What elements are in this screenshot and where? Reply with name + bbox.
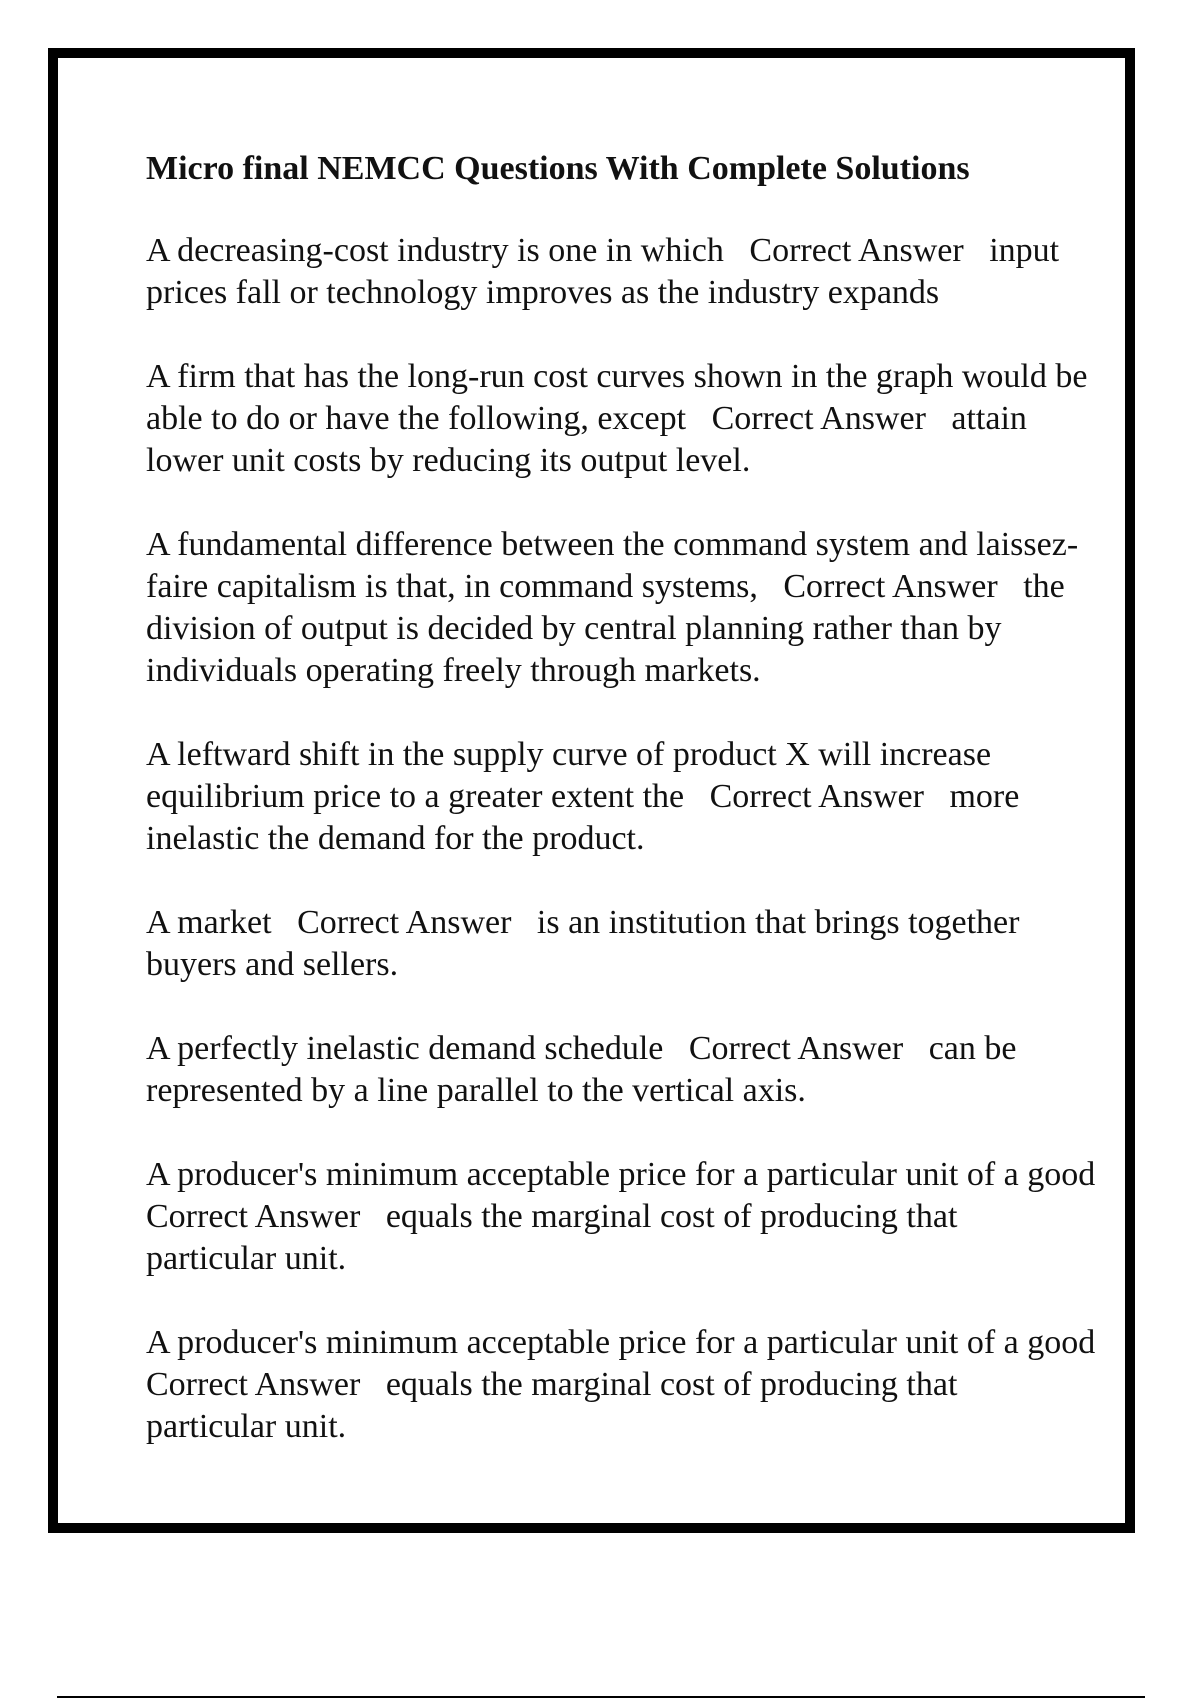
- question-text: A market: [146, 904, 272, 941]
- question-text: A perfectly inelastic demand schedule: [146, 1030, 664, 1067]
- answer-label: Correct Answer: [297, 904, 512, 941]
- answer-text: can be represented by a line parallel to the vertical axis.: [146, 1030, 1025, 1109]
- answer-label: Correct Answer: [711, 400, 926, 437]
- question-text: A decreasing-cost industry is one in which: [146, 232, 724, 269]
- document-content: [146, 148, 1096, 1490]
- qa-item: [146, 902, 1096, 986]
- answer-label: Correct Answer: [146, 1198, 361, 1235]
- page-frame: [48, 48, 1135, 1533]
- qa-item: [146, 734, 1096, 860]
- footer-divider: [57, 1696, 1145, 1698]
- answer-text: equals the marginal cost of producing that particular unit.: [146, 1198, 966, 1277]
- qa-item: [146, 230, 1096, 314]
- answer-text: attain lower unit costs by reducing its output level.: [146, 400, 1036, 479]
- answer-label: Correct Answer: [709, 778, 924, 815]
- question-text: A fundamental difference between the command system and laissez-faire capitalism is that, in command systems,: [146, 526, 1079, 605]
- answer-text: is an institution that brings together buyers and sellers.: [146, 904, 1028, 983]
- question-text: A producer's minimum acceptable price for a particular unit of a good: [146, 1156, 1096, 1193]
- answer-text: equals the marginal cost of producing that particular unit.: [146, 1366, 966, 1445]
- answer-label: Correct Answer: [783, 568, 998, 605]
- answer-text: input prices fall or technology improves as the industry expands: [146, 232, 1068, 311]
- question-text: A firm that has the long-run cost curves shown in the graph would be able to do or have the following, except: [146, 358, 1096, 437]
- qa-item: [146, 1322, 1096, 1448]
- qa-item: [146, 1028, 1096, 1112]
- answer-text: more inelastic the demand for the product.: [146, 778, 1028, 857]
- answer-label: Correct Answer: [146, 1366, 361, 1403]
- qa-item: [146, 1154, 1096, 1280]
- answer-text: the division of output is decided by central planning rather than by individuals operating freely through markets.: [146, 568, 1074, 689]
- qa-item: [146, 356, 1096, 482]
- qa-item: [146, 524, 1096, 692]
- question-text: A producer's minimum acceptable price for a particular unit of a good: [146, 1324, 1096, 1361]
- answer-label: Correct Answer: [688, 1030, 904, 1067]
- document-title: Micro final NEMCC Questions With Complete Solutions: [146, 150, 970, 187]
- question-text: A leftward shift in the supply curve of product X will increase equilibrium price to a greater extent the: [146, 736, 1000, 815]
- answer-label: Correct Answer: [749, 232, 964, 269]
